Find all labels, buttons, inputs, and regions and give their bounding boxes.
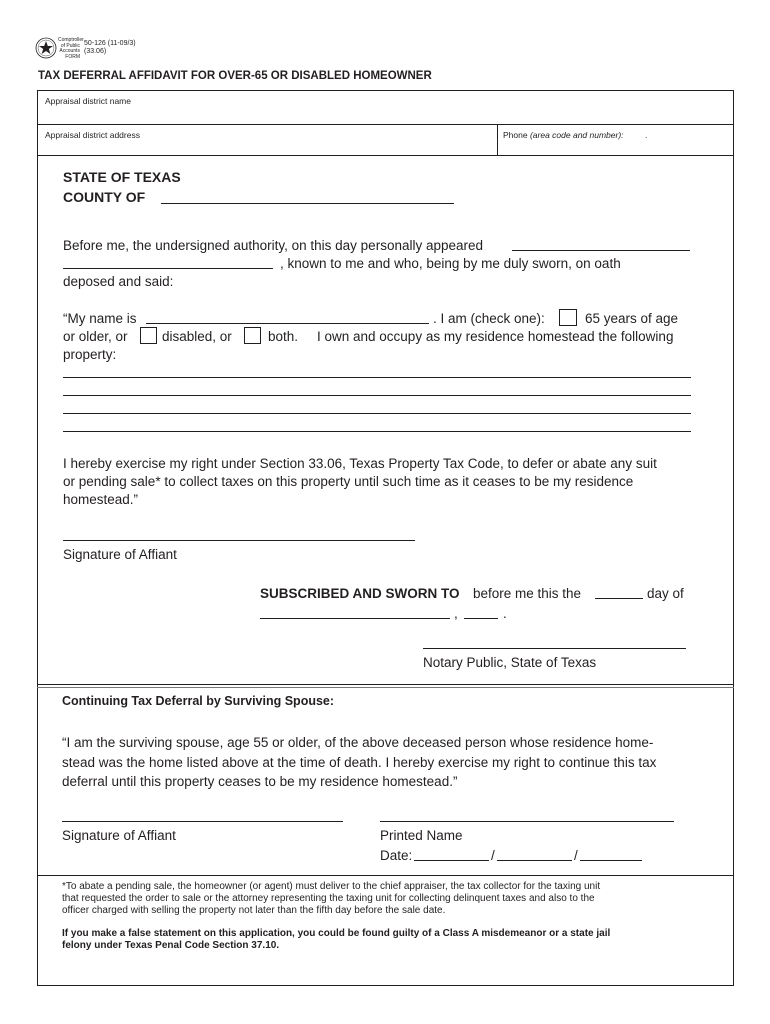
form-title: TAX DEFERRAL AFFIDAVIT FOR OVER-65 OR DISABLED HOMEOWNER: [38, 70, 432, 82]
affiant-name-field[interactable]: [146, 323, 429, 324]
option-disabled-label: disabled, or: [162, 329, 232, 344]
warning-line: felony under Texas Penal Code Section 37.10.: [62, 940, 280, 951]
spouse-heading: Continuing Tax Deferral by Surviving Spouse:: [62, 694, 335, 708]
checkbox-65[interactable]: [559, 309, 577, 326]
sworn-year-field[interactable]: [464, 618, 498, 619]
known-line: , known to me and who, being by me duly sworn, on oath: [280, 256, 621, 271]
spouse-line: stead was the home listed above at the time of death. I hereby exercise my right to continue this tax: [62, 754, 657, 770]
agency-line: of Public: [60, 42, 80, 49]
sworn-bold: SUBSCRIBED AND SWORN TO: [260, 586, 460, 601]
spouse-line: “I am the surviving spouse, age 55 or older, of the above deceased person whose residence home-: [62, 735, 654, 750]
exercise-line: or pending sale* to collect taxes on this property until such time as it ceases to be my residence: [63, 474, 634, 489]
form-section: (33.06): [84, 48, 107, 55]
deposed-line: deposed and said:: [63, 274, 174, 289]
divider: [37, 155, 734, 156]
printed-name-field[interactable]: [380, 821, 674, 822]
section-divider: [37, 684, 734, 685]
my-name-text: “My name is: [63, 311, 137, 326]
note-line: *To abate a pending sale, the homeowner (or agent) must deliver to the chief appraiser, the tax collector for the taxing unit: [62, 881, 601, 892]
agency-line: Comptroller: [58, 37, 84, 43]
comptroller-seal: [35, 37, 57, 59]
appeared-name-field-2[interactable]: [63, 268, 273, 269]
star-seal-icon: [35, 37, 57, 59]
affiant-signature-label: Signature of Affiant: [63, 547, 177, 562]
sworn-comma: ,: [454, 606, 458, 621]
abate-note: [62, 881, 730, 917]
exercise-line: I hereby exercise my right under Section 33.06, Texas Property Tax Code, to defer or abate any suit: [63, 456, 657, 471]
notary-signature-field[interactable]: [423, 648, 686, 649]
section-divider-thin: [37, 687, 734, 688]
state-heading: STATE OF TEXAS: [63, 169, 181, 185]
district-name-label: Appraisal district name: [45, 96, 131, 106]
property-line-2[interactable]: [63, 395, 691, 396]
appeared-name-field[interactable]: [512, 250, 690, 251]
affiant-signature-field[interactable]: [63, 540, 415, 541]
footer-divider: [37, 875, 734, 876]
spouse-paragraph: [62, 733, 727, 792]
date-slash: /: [491, 848, 495, 863]
property-line-1[interactable]: [63, 377, 691, 378]
date-slash: /: [574, 848, 578, 863]
exercise-line: homestead.”: [63, 492, 139, 507]
notary-label: Notary Public, State of Texas: [423, 655, 597, 670]
spouse-signature-label: Signature of Affiant: [62, 828, 176, 843]
phone-hint: (area code and number):: [529, 130, 624, 140]
sworn-day-field[interactable]: [595, 598, 643, 599]
note-line: that requested the order to sale or the attorney representing the taxing unit for collecting delinquent taxes and also to the: [62, 893, 595, 904]
date-day-field[interactable]: [497, 860, 572, 861]
or-older-text: or older, or: [63, 329, 128, 344]
checkbox-both[interactable]: [244, 327, 261, 344]
note-line: officer charged with selling the property not later than the fifth day before the sale date.: [62, 905, 446, 916]
date-year-field[interactable]: [580, 860, 642, 861]
spouse-signature-field[interactable]: [62, 821, 343, 822]
exercise-paragraph: [63, 455, 723, 509]
phone-dot: .: [645, 130, 648, 140]
false-statement-warning: [62, 928, 730, 952]
agency-line: FORM: [65, 53, 80, 60]
sworn-month-field[interactable]: [260, 618, 450, 619]
district-name-field[interactable]: [37, 90, 734, 124]
agency-name: [58, 37, 84, 60]
check-one-text: . I am (check one):: [433, 311, 545, 326]
day-of-text: day of: [647, 586, 684, 601]
district-address-label: Appraisal district address: [45, 130, 140, 140]
appearance-line: Before me, the undersigned authority, on this day personally appeared: [63, 238, 484, 253]
property-text: property:: [63, 347, 117, 362]
date-month-field[interactable]: [414, 860, 489, 861]
sworn-period: .: [503, 606, 507, 621]
county-field[interactable]: [161, 203, 454, 204]
county-heading: COUNTY OF: [63, 189, 146, 205]
own-occupy-text: I own and occupy as my residence homestead the following: [317, 329, 674, 344]
warning-line: If you make a false statement on this application, you could be found guilty of a Class A misdemeanor or a state jail: [62, 928, 611, 939]
property-line-3[interactable]: [63, 413, 691, 414]
option-both-label: both.: [268, 329, 299, 344]
phone-label: [503, 130, 624, 140]
spouse-line: deferral until this property ceases to be my residence homestead.”: [62, 774, 458, 789]
phone-label-text: Phone: [503, 130, 528, 140]
form-number: 50-126 (11-09/3): [84, 40, 136, 47]
option-65-label: 65 years of age: [585, 311, 679, 326]
sworn-rest: before me this the: [473, 586, 582, 601]
checkbox-disabled[interactable]: [140, 327, 157, 344]
agency-line: Accounts: [59, 48, 80, 54]
date-label: Date:: [380, 848, 413, 863]
property-line-4[interactable]: [63, 431, 691, 432]
printed-name-label: Printed Name: [380, 828, 463, 843]
